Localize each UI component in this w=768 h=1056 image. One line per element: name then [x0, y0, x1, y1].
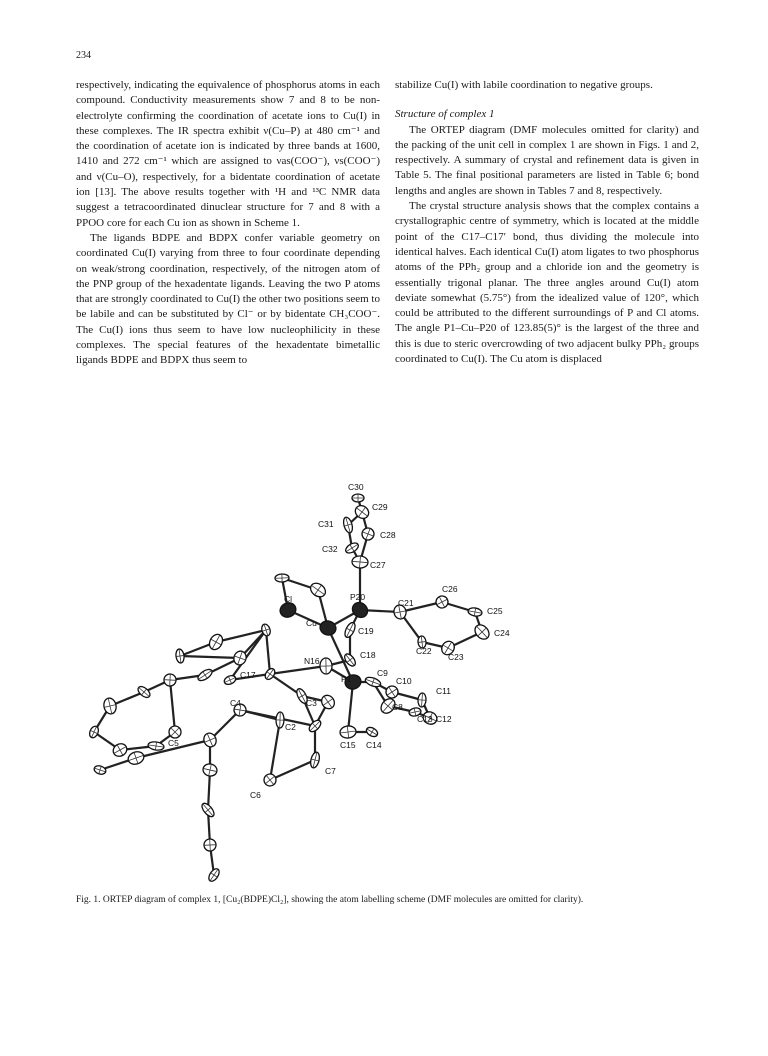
bond-C7-C6 [270, 760, 315, 780]
ortep-diagram [70, 470, 702, 900]
atom-label-p20: P20 [350, 592, 366, 602]
figure-caption: Fig. 1. ORTEP diagram of complex 1, [Cu₂(BDPE)Cl₂], showing the atom labelling scheme (DMF molecules are omitted for clarity). [76, 895, 584, 905]
atom-label-c30: C30 [348, 482, 364, 492]
atom-label-c17: C17 [240, 670, 256, 680]
atom-ellipsoid-p20 [349, 599, 370, 620]
left-paragraph-2: The ligands BDPE and BDPX confer variable geometry on coordinated Cu(I) varying from three to four coordinate depending on weak/strong coordination, respectively, of the nitrogen atom of the PNP group of the hexadentate ligands. Leaving the two P atoms that are strongly coordinated to Cu(I) the other two positions seem to be labile and can be substituted by Cl⁻ or by bidentate CH₃COO⁻. The Cu(I) ions thus seem to have low nucleophilicity in these complexes. The special features of the hexadentate bimetallic ligands BDPE and BDPX thus seem to [76, 231, 380, 367]
atom-label-c13: C13 [417, 714, 433, 724]
atom-label-c6: C6 [250, 790, 261, 800]
right-paragraph-1: The ORTEP diagram (DMF molecules omitted for clarity) and the packing of the unit cell in complex 1 are shown in Figs. 1 and 2, respectively. A summary of crystal and refinement data is given in Table 5. The final positional parameters are listed in Table 6; bond lengths and angles are shown in Tables 7 and 8, respectively. [395, 123, 699, 197]
bond-a12-a6 [170, 680, 175, 732]
atom-label-c3: C3 [306, 698, 317, 708]
ortep-figure [70, 470, 702, 900]
atom-label-c29: C29 [372, 502, 388, 512]
left-column [76, 78, 380, 369]
atom-label-c26: C26 [442, 584, 458, 594]
page-number: 234 [76, 50, 91, 61]
atom-label-n16: N16 [304, 656, 320, 666]
atom-label-c28: C28 [380, 530, 396, 540]
atom-label-c27: C27 [370, 560, 386, 570]
atom-label-c8: C8 [392, 702, 403, 712]
atom-label-c11: C11 [436, 686, 451, 696]
atom-label-c9: C9 [377, 668, 388, 678]
atom-label-c10: C10 [396, 676, 412, 686]
atom-label-c25: C25 [487, 606, 503, 616]
left-paragraph-1: respectively, indicating the equivalence of phosphorus atoms in each compound. Conductivity measurements show 7 and 8 to be non-electrolyte confirming the coordination of acetate ions to Cu(I) in these complexes. The IR spectra exhibit ν(Cu–P) at 480 cm⁻¹ and the coordination of acetate ion is indicated by three bands at 1600, 1410 and 272 cm⁻¹ which are assigned to νas(COO⁻), νs(COO⁻) and ν(Cu–O), respectively, for a bidentate coordination of acetate ion [13]. The above results together with ¹H and ¹³C NMR data suggest a tetracoordinated dinuclear structure for 7 and 8 with a PPOO core for each Cu ion as shown in Scheme 1. [76, 79, 380, 229]
atom-label-c31: C31 [318, 519, 334, 529]
bond-C17-a3 [266, 630, 270, 674]
bond-a4-a13 [180, 656, 240, 658]
atom-label-c21: C21 [398, 598, 414, 608]
atom-label-c18: C18 [360, 650, 376, 660]
atom-label-c22: C22 [416, 646, 432, 656]
atom-label-c5: C5 [168, 738, 179, 748]
bond-N16-C17 [270, 666, 326, 674]
atom-label-c23: C23 [448, 652, 464, 662]
atom-label-c14: C14 [366, 740, 382, 750]
atom-label-c19: C19 [358, 626, 374, 636]
right-paragraph-2: The crystal structure analysis shows that the complex contains a crystallographic centre of symmetry, which is located at the middle point of the C17–C17′ bond, thus dividing the molecule into identical halves. Each identical Cu(I) atom ligates to two phosphorus atoms of the PPh₂ group and a chloride ion and the geometry is essentially trigonal planar. The three angles around Cu(I) atom deviate somewhat (5.75°) from the idealized value of 120°, which could be attributed to the different surroundings of P and Cl atoms. The angle P1–Cu–P20 of 123.85(5)° is the largest of the three and this is due to steric overcrowding of two adjacent bulky PPh₂ groups coordinated to Cu(I). The Cu atom is displaced [395, 200, 699, 366]
atom-label-cu: Cu [306, 618, 317, 628]
atom-label-c4: C4 [230, 698, 241, 708]
atom-label-c32: C32 [322, 544, 338, 554]
atom-label-c15: C15 [340, 740, 356, 750]
right-column [395, 78, 699, 367]
atom-label-c12: C12 [436, 714, 452, 724]
atom-label-c7: C7 [325, 766, 336, 776]
atom-label-c2: C2 [285, 722, 296, 732]
bond-C6-a23 [270, 720, 280, 780]
atom-ellipsoid-cu [318, 619, 337, 637]
atom-label-p1: P1 [341, 674, 352, 684]
right-continuation: stabilize Cu(I) with labile coordination to negative groups. [395, 79, 653, 91]
section-heading: Structure of complex 1 [395, 108, 495, 121]
atom-label-cl: Cl [284, 594, 293, 604]
atom-label-c24: C24 [494, 628, 510, 638]
